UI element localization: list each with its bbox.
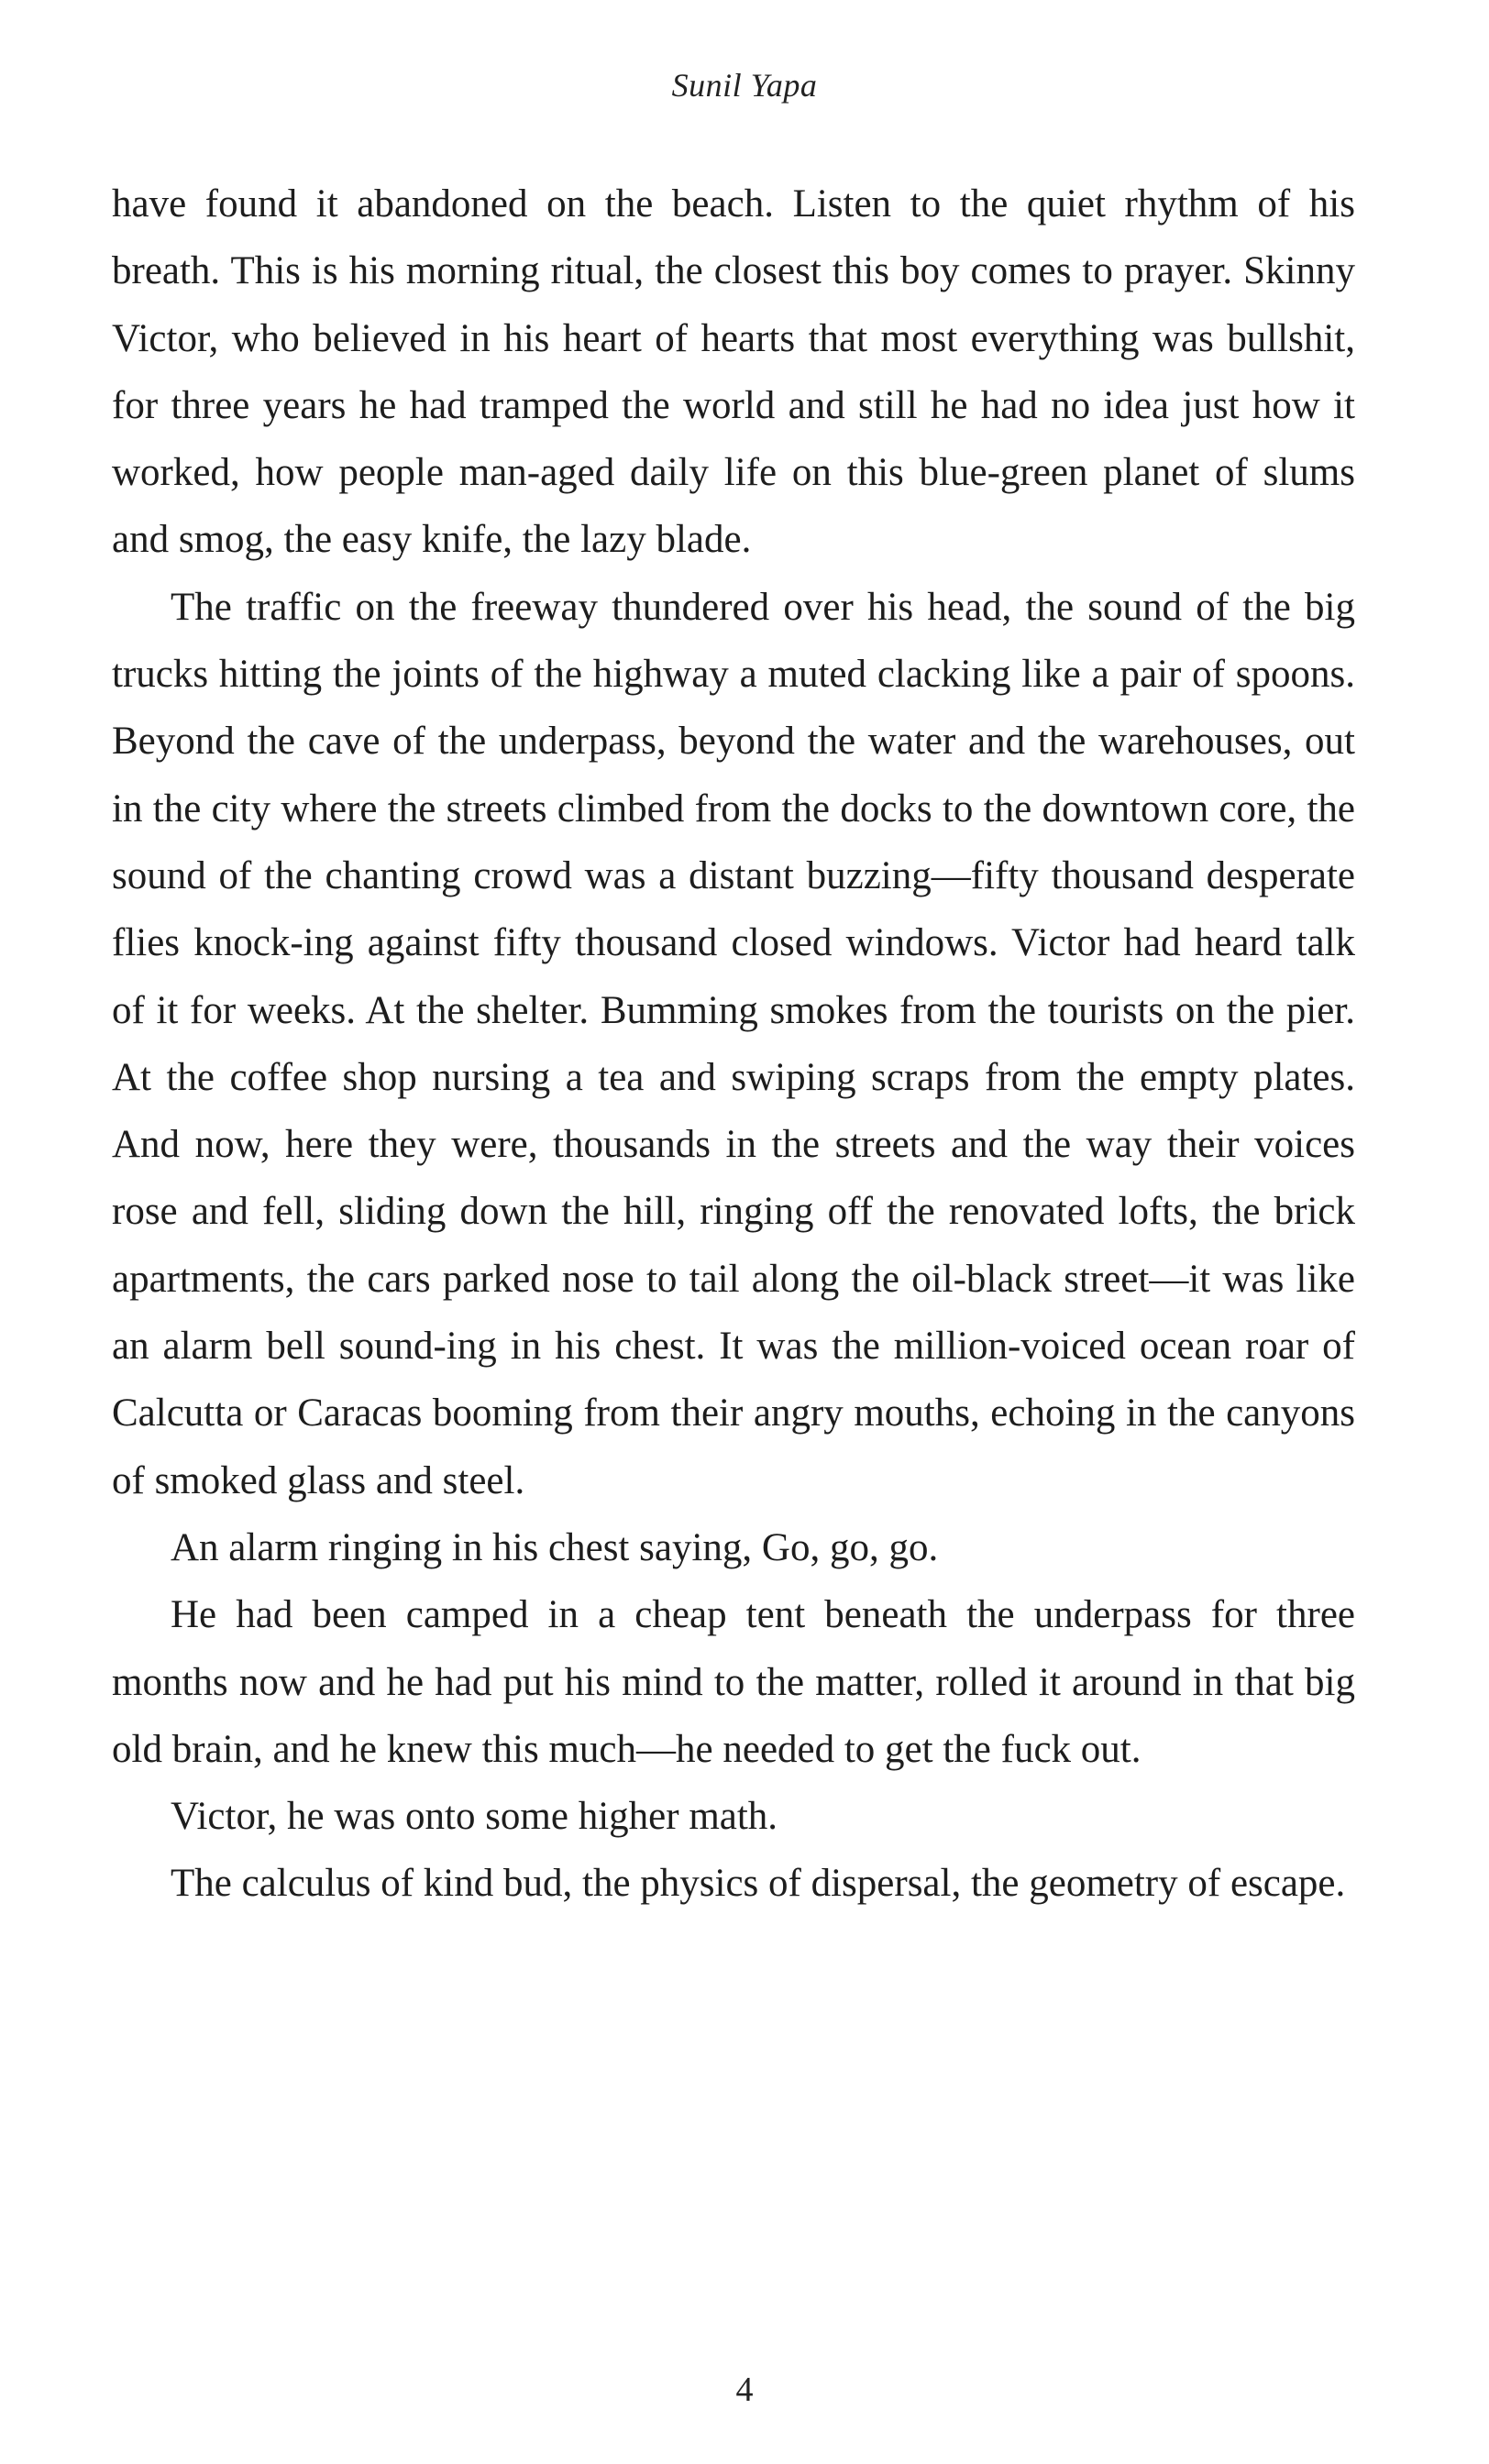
paragraph: The traffic on the freeway thundered over his head, the sound of the big trucks hitting the joints of the highway a muted clacking like a pair of spoons. Beyond the cave of the underpass, beyond the water and the warehouses, out in the city where the streets climbed from the docks to the downtown core, the sound of the chanting crowd was a distant buzzing—fifty thousand desperate flies knock-ing against fifty thousand closed windows. Victor had heard talk of it for weeks. At the shelter. Bumming smokes from the tourists on the pier. At the coffee shop nursing a tea and swiping scraps from the empty plates. And now, here they were, thousands in the streets and the way their voices rose and fell, sliding down the hill, ringing off the renovated lofts, the brick apartments, the cars parked nose to tail along the oil-black street—it was like an alarm bell sound-ing in his chest. It was the million-voiced ocean roar of Calcutta or Caracas booming from their angry mouths, echoing in the canyons of smoked glass and steel. [112,585,1355,1502]
body-text [112,170,1355,1918]
paragraph-continued: have found it abandoned on the beach. Listen to the quiet rhythm of his breath. This is his morning ritual, the closest this boy comes to prayer. Skinny Victor, who believed in his heart of hearts that most everything was bullshit, for three years he had tramped the world and still he had no idea just how it worked, how people man-aged daily life on this blue-green planet of slums and smog, the easy knife, the lazy blade. [112,182,1355,562]
paragraph: An alarm ringing in his chest saying, Go, go, go. [171,1525,939,1569]
paragraph: Victor, he was onto some higher math. [171,1795,778,1839]
running-head: Sunil Yapa [671,67,818,104]
paragraph: He had been camped in a cheap tent beneath the underpass for three months now and he had put his mind to the matter, rolled it around in that big old brain, and he knew this much—he needed to get the fuck out. [112,1593,1355,1771]
paragraph: The calculus of kind bud, the physics of dispersal, the geometry of escape. [171,1862,1346,1906]
page-number: 4 [735,2370,754,2409]
